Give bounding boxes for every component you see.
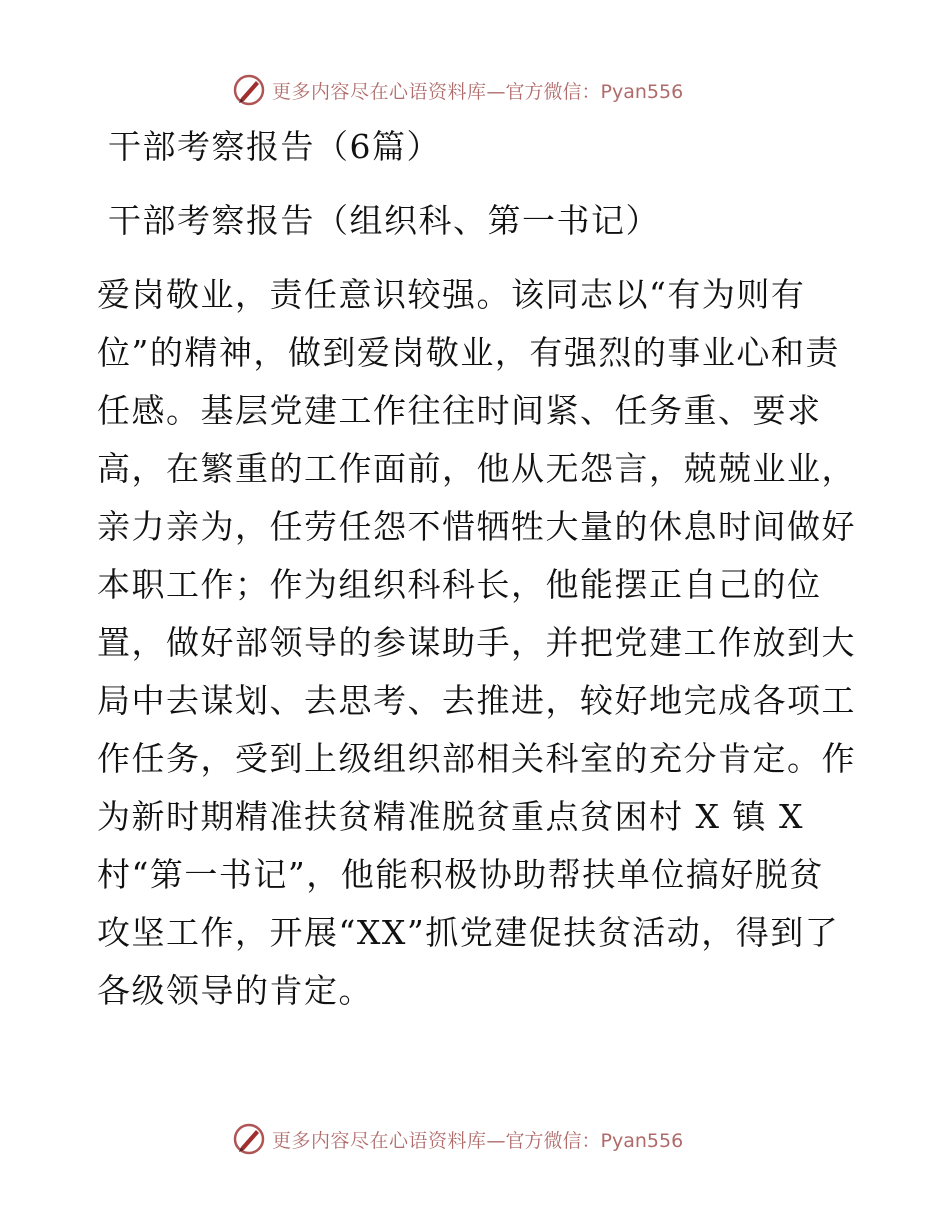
pen-logo-icon: [232, 1122, 266, 1156]
header-watermark: [232, 72, 683, 108]
body-line: 亲力亲为，任劳任怨不惜牺牲大量的休息时间做好: [97, 507, 856, 546]
body-line: 爱岗敬业，责任意识较强。该同志以“有为则有: [97, 275, 806, 314]
body-line: 局中去谋划、去思考、去推进，较好地完成各项工: [97, 681, 856, 720]
footer-watermark: [232, 1121, 683, 1157]
watermark-contact: —官方微信：Pyan556: [486, 80, 684, 103]
watermark-contact: —官方微信：Pyan556: [486, 1129, 684, 1152]
body-line: 为新时期精准扶贫精准脱贫重点贫困村 X 镇 X: [97, 797, 804, 836]
body-line: 位”的精神，做到爱岗敬业，有强烈的事业心和责: [97, 333, 840, 372]
watermark-text: 更多内容尽在心语资料库: [272, 1129, 487, 1152]
body-line: 作任务，受到上级组织部相关科室的充分肯定。作: [97, 739, 856, 778]
body-line: 本职工作；作为组织科科长，他能摆正自己的位: [97, 565, 822, 604]
section-title: 干部考察报告（组织科、第一书记）: [108, 201, 660, 240]
watermark-text: 更多内容尽在心语资料库: [272, 80, 487, 103]
body-line: 高，在繁重的工作面前，他从无怨言，兢兢业业，: [97, 449, 856, 488]
body-line: 各级领导的肯定。: [97, 971, 373, 1010]
body-line: 村“第一书记”，他能积极协助帮扶单位搞好脱贫: [97, 855, 824, 894]
body-line: 攻坚工作，开展“XX”抓党建促扶贫活动，得到了: [97, 913, 840, 952]
pen-logo-icon: [232, 73, 266, 107]
body-line: 置，做好部领导的参谋助手，并把党建工作放到大: [97, 623, 856, 662]
body-line: 任感。基层党建工作往往时间紧、任务重、要求: [97, 391, 822, 430]
document-title: 干部考察报告（6篇）: [108, 127, 441, 166]
